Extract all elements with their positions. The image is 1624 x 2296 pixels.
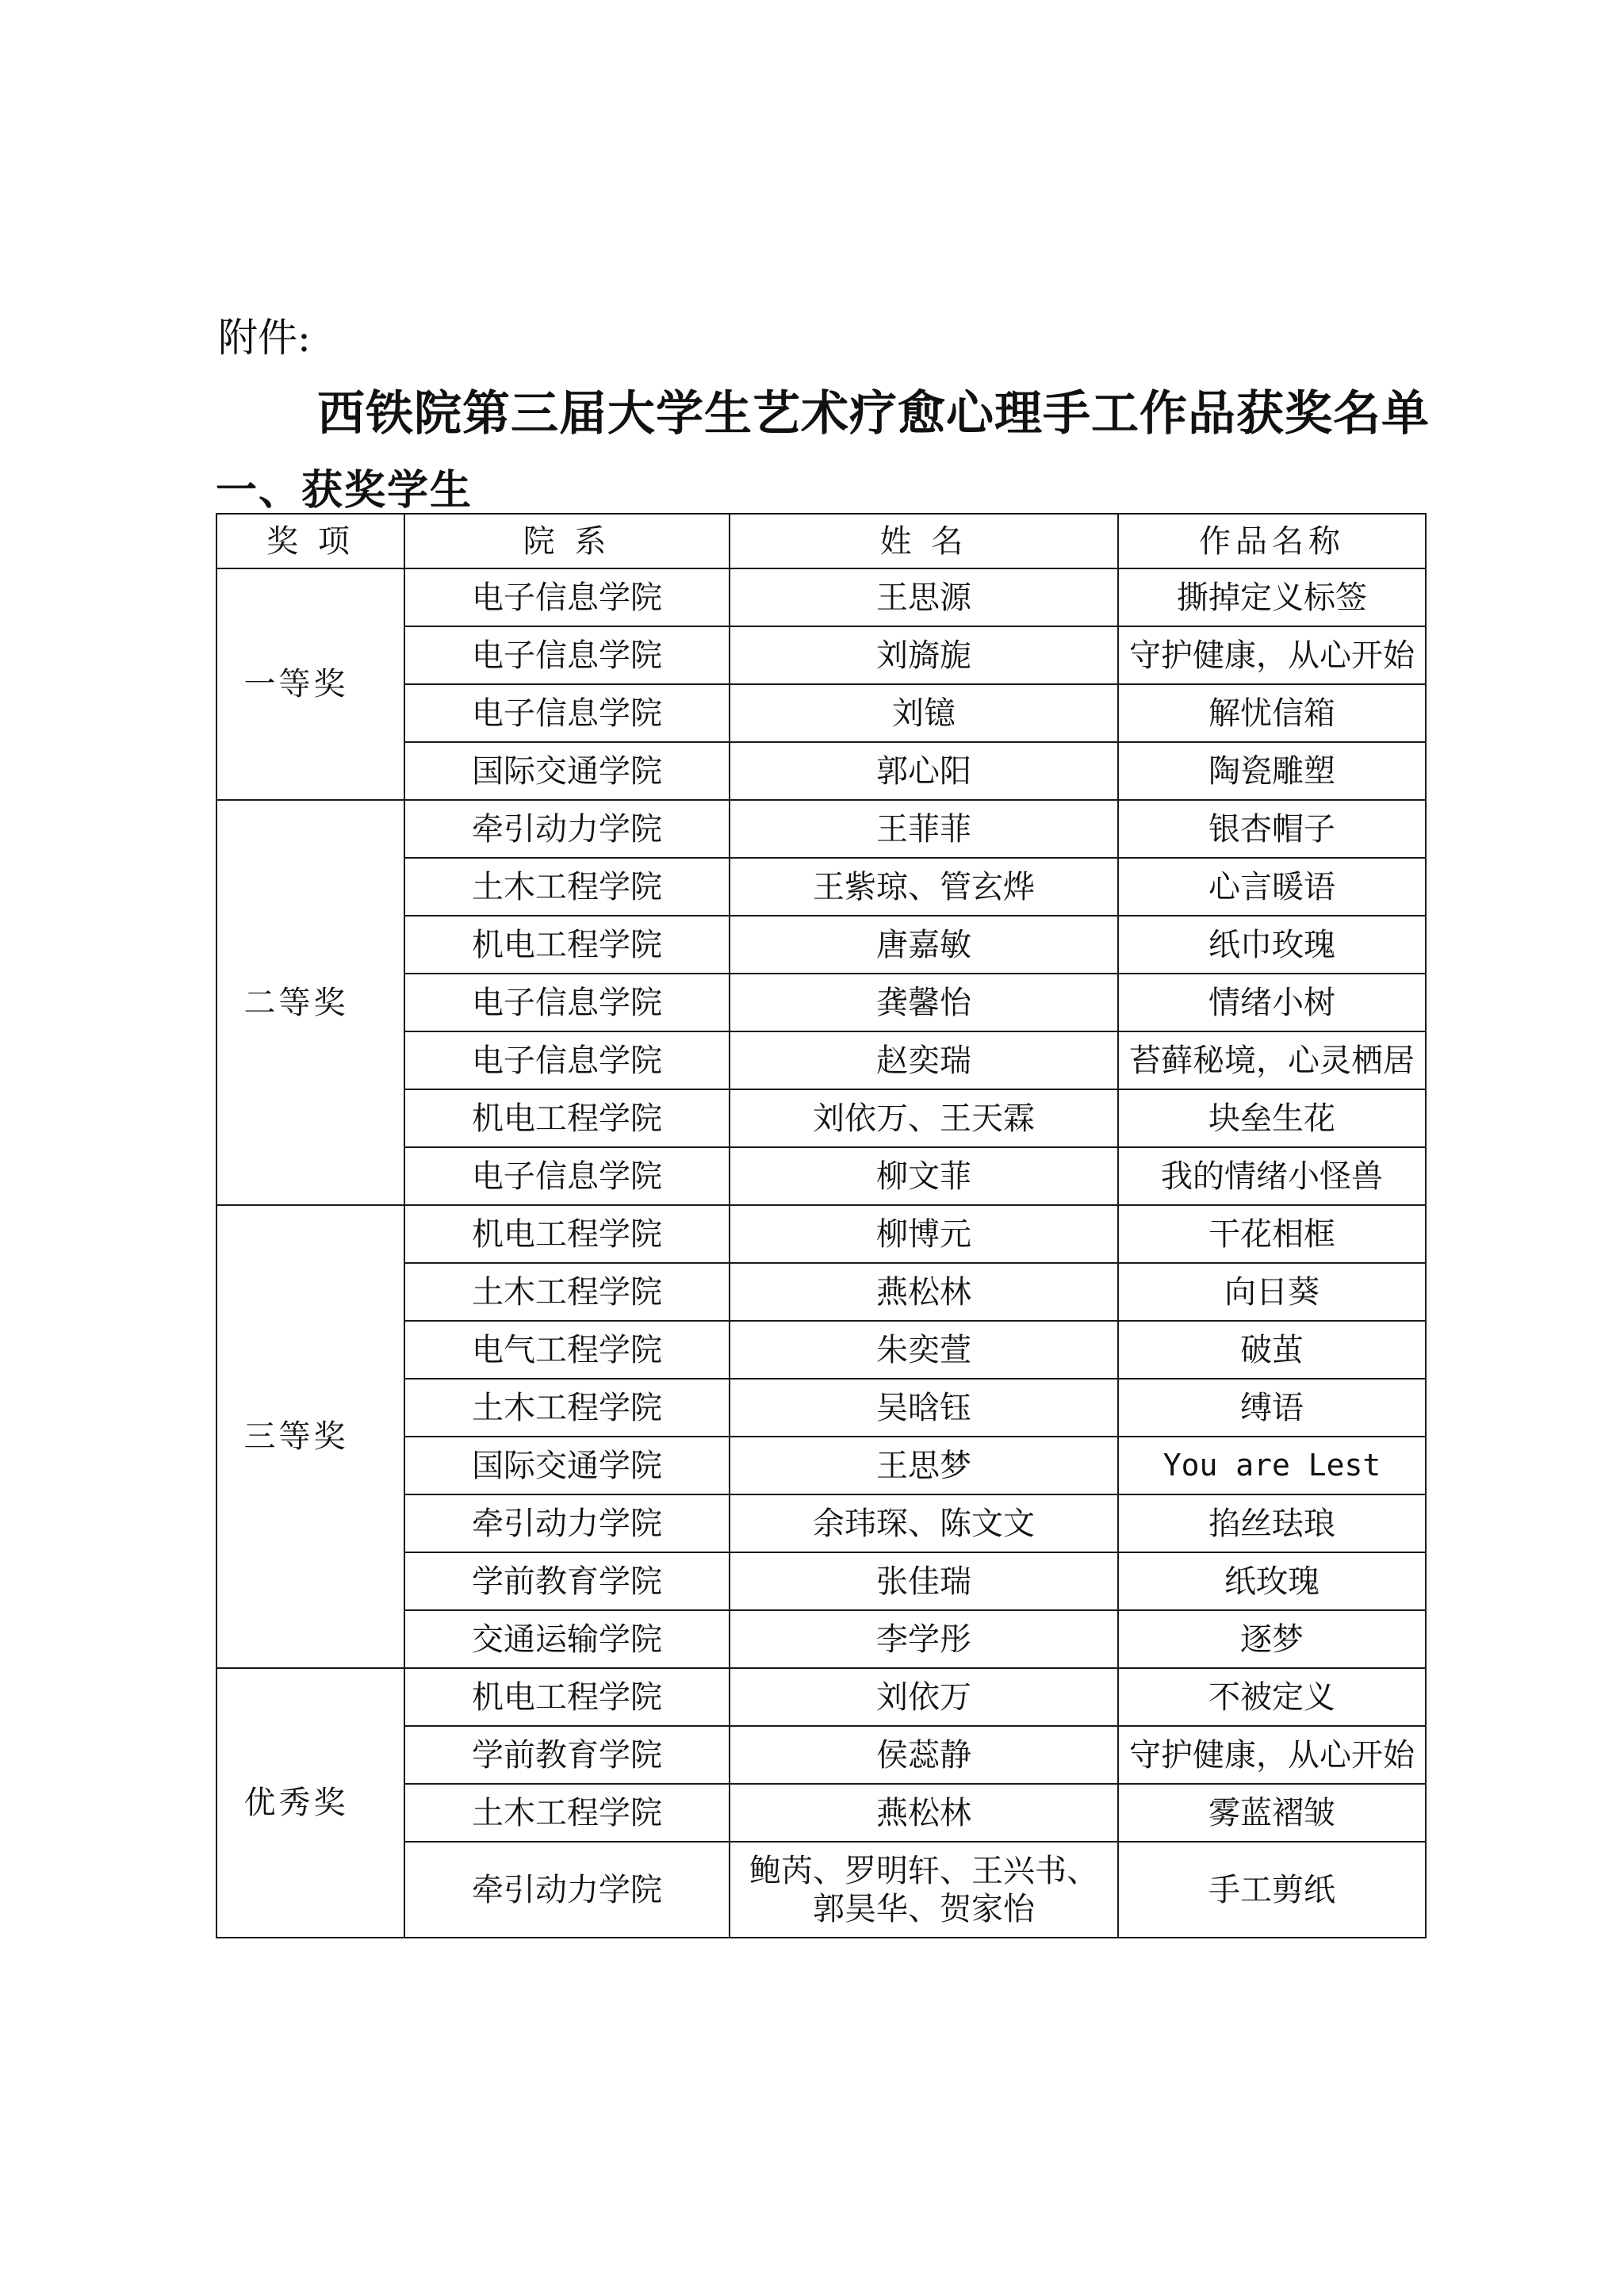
college-cell: 机电工程学院 xyxy=(404,1205,730,1263)
work-title-cell: 缚语 xyxy=(1118,1379,1426,1437)
student-name-cell: 郭心阳 xyxy=(730,742,1118,800)
work-title-cell: 陶瓷雕塑 xyxy=(1118,742,1426,800)
college-cell: 电子信息学院 xyxy=(404,1147,730,1205)
table-row xyxy=(216,1205,1426,1263)
student-name-cell: 刘镱 xyxy=(730,684,1118,742)
college-cell: 土木工程学院 xyxy=(404,1263,730,1321)
student-name-cell: 燕松林 xyxy=(730,1784,1118,1842)
college-cell: 电子信息学院 xyxy=(404,974,730,1031)
college-cell: 牵引动力学院 xyxy=(404,1494,730,1552)
work-title-cell: 块垒生花 xyxy=(1118,1089,1426,1147)
student-name-cell: 柳文菲 xyxy=(730,1147,1118,1205)
student-name-cell: 余玮琛、陈文文 xyxy=(730,1494,1118,1552)
attachment-label: 附件: xyxy=(218,315,311,361)
student-name-cell: 刘依万 xyxy=(730,1668,1118,1726)
college-cell: 机电工程学院 xyxy=(404,916,730,974)
college-cell: 电气工程学院 xyxy=(404,1321,730,1379)
table-row xyxy=(216,1668,1426,1726)
college-cell: 国际交通学院 xyxy=(404,742,730,800)
work-title-cell: 守护健康，从心开始 xyxy=(1118,1726,1426,1784)
section-heading: 一、获奖学生 xyxy=(216,467,473,515)
work-title-cell: 向日葵 xyxy=(1118,1263,1426,1321)
award-level-cell: 一等奖 xyxy=(216,568,404,800)
award-level-cell: 三等奖 xyxy=(216,1205,404,1668)
student-name-cell: 李学彤 xyxy=(730,1610,1118,1668)
work-title-cell: 银杏帽子 xyxy=(1118,800,1426,858)
award-level-cell: 二等奖 xyxy=(216,800,404,1205)
work-title-cell: 纸玫瑰 xyxy=(1118,1552,1426,1610)
work-title-cell: 守护健康，从心开始 xyxy=(1118,626,1426,684)
student-name-cell: 王思源 xyxy=(730,568,1118,626)
student-name-cell: 唐嘉敏 xyxy=(730,916,1118,974)
table-header-row xyxy=(216,514,1426,568)
header-award: 奖 项 xyxy=(216,514,404,568)
header-work: 作品名称 xyxy=(1118,514,1426,568)
award-level-cell: 优秀奖 xyxy=(216,1668,404,1938)
student-name-cell: 柳博元 xyxy=(730,1205,1118,1263)
college-cell: 土木工程学院 xyxy=(404,1379,730,1437)
work-title-cell: 逐梦 xyxy=(1118,1610,1426,1668)
college-cell: 电子信息学院 xyxy=(404,568,730,626)
college-cell: 土木工程学院 xyxy=(404,858,730,916)
work-title-cell: 干花相框 xyxy=(1118,1205,1426,1263)
work-title-cell: 掐丝珐琅 xyxy=(1118,1494,1426,1552)
college-cell: 机电工程学院 xyxy=(404,1089,730,1147)
college-cell: 电子信息学院 xyxy=(404,1031,730,1089)
work-title-cell: 纸巾玫瑰 xyxy=(1118,916,1426,974)
table-row xyxy=(216,568,1426,626)
student-name-cell: 刘依万、王天霖 xyxy=(730,1089,1118,1147)
work-title-cell: You are Lest xyxy=(1118,1437,1426,1494)
table-row xyxy=(216,800,1426,858)
student-name-cell: 朱奕萱 xyxy=(730,1321,1118,1379)
work-title-cell: 手工剪纸 xyxy=(1118,1842,1426,1938)
college-cell: 交通运输学院 xyxy=(404,1610,730,1668)
work-title-cell: 心言暖语 xyxy=(1118,858,1426,916)
student-name-cell: 侯蕊静 xyxy=(730,1726,1118,1784)
student-name-cell xyxy=(730,1842,1118,1938)
college-cell: 学前教育学院 xyxy=(404,1726,730,1784)
college-cell: 牵引动力学院 xyxy=(404,1842,730,1938)
work-title-cell: 破茧 xyxy=(1118,1321,1426,1379)
header-college: 院 系 xyxy=(404,514,730,568)
college-cell: 土木工程学院 xyxy=(404,1784,730,1842)
college-cell: 电子信息学院 xyxy=(404,626,730,684)
student-name-cell: 燕松林 xyxy=(730,1263,1118,1321)
work-title-cell: 不被定义 xyxy=(1118,1668,1426,1726)
awards-table xyxy=(216,513,1427,1938)
student-name-cell: 刘旖旎 xyxy=(730,626,1118,684)
student-name-cell: 王菲菲 xyxy=(730,800,1118,858)
work-title-cell: 雾蓝褶皱 xyxy=(1118,1784,1426,1842)
student-name-cell: 王思梦 xyxy=(730,1437,1118,1494)
college-cell: 电子信息学院 xyxy=(404,684,730,742)
work-title-cell: 苔藓秘境，心灵栖居 xyxy=(1118,1031,1426,1089)
college-cell: 机电工程学院 xyxy=(404,1668,730,1726)
student-name-cell: 张佳瑞 xyxy=(730,1552,1118,1610)
work-title-cell: 解忧信箱 xyxy=(1118,684,1426,742)
student-names-multiline: 鲍芮、罗明轩、王兴书、郭昊华、贺家怡 xyxy=(749,1852,1098,1927)
student-name-cell: 吴晗钰 xyxy=(730,1379,1118,1437)
student-name-cell: 龚馨怡 xyxy=(730,974,1118,1031)
work-title-cell: 我的情绪小怪兽 xyxy=(1118,1147,1426,1205)
student-name-cell: 王紫琼、管玄烨 xyxy=(730,858,1118,916)
student-name-cell: 赵奕瑞 xyxy=(730,1031,1118,1089)
work-title-cell: 情绪小树 xyxy=(1118,974,1426,1031)
work-title-cell: 撕掉定义标签 xyxy=(1118,568,1426,626)
document-title: 西铁院第三届大学生艺术疗愈心理手工作品获奖名单 xyxy=(317,386,1430,442)
college-cell: 国际交通学院 xyxy=(404,1437,730,1494)
header-name: 姓 名 xyxy=(730,514,1118,568)
college-cell: 牵引动力学院 xyxy=(404,800,730,858)
college-cell: 学前教育学院 xyxy=(404,1552,730,1610)
